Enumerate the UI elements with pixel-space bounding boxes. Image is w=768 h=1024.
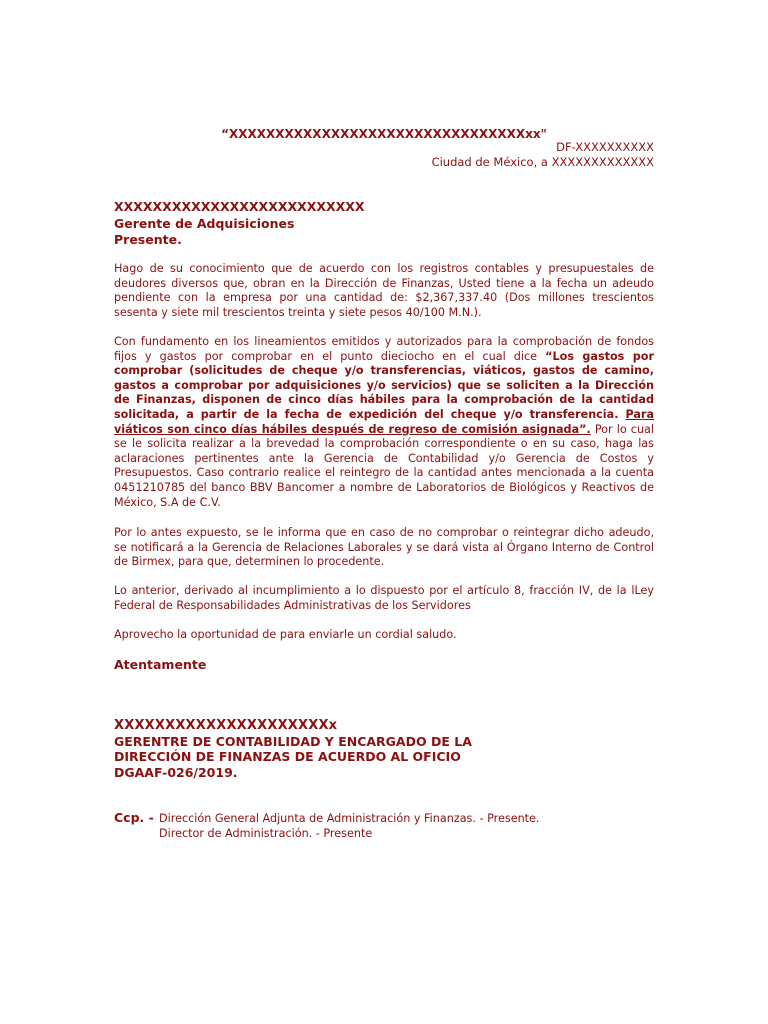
signer-title-line3: DGAAF-026/2019. [114,764,238,780]
paragraph-guidelines [114,335,654,510]
paragraph-farewell: Aprovecho la oportunidad de para enviarle un cordial saludo. [114,628,457,641]
guidelines-quote-underlined: Para viáticos son cinco días hábiles después de regreso de comisión asignada”. [114,407,654,436]
guidelines-intro: Con fundamento en los lineamientos emitidos y autorizados para la comprobación de fondos fijos y gastos por comprobar en el punto dieciocho en el cual dice [114,335,654,363]
letter-subject: “XXXXXXXXXXXXXXXXXXXXXXXXXXXXXXXXxx" [221,127,547,141]
paragraph-legal-basis: Lo anterior, derivado al incumplimiento a lo dispuesto por el artículo 8, fracción IV, de la lLey Federal de Responsabilidades Administrativas de los Servidores [114,584,654,612]
closing-atentamente: Atentamente [114,657,207,672]
signer-title-line1: GERENTRE DE CONTABILIDAD Y ENCARGADO DE LA [114,733,472,749]
signer-block [114,718,654,780]
addressee-block [114,199,654,249]
paragraph-consequences: Por lo antes expuesto, se le informa que en caso de no comprobar o reintegrar dicho adeudo, se notificará a la Gerencia de Relaciones Laborales y se dará vista al Órgano Interno de Control de Birmex, para que, determinen lo procedente. [114,526,654,569]
ccp-recipient-1: Dirección General Adjunta de Administración y Finanzas. - Presente. [159,812,540,825]
place-date: Ciudad de México, a XXXXXXXXXXXXX [431,155,654,169]
greeting: Presente. [114,232,182,247]
signer-title-line2: DIRECCIÓN DE FINANZAS DE ACUERDO AL OFICIO [114,749,461,764]
guidelines-quote: “Los gastos por comprobar (solicitudes de cheque y/o transferencias, viáticos, gastos de camino, gastos a comprobar por adquisiciones y/o servicios) que se soliciten a la Dirección de Finanzas, disponen de cinco días hábiles para la comprobación de la cantidad solicitada, a partir de la fecha de expedición del cheque y/o transferencia. [114,349,654,421]
ccp-recipient-2: Director de Administración. - Presente [159,827,373,840]
letter-reference-block [114,140,654,170]
addressee-title: Gerente de Adquisiciones [114,215,295,231]
guidelines-rest: Por lo cual se le solicita realizar a la brevedad la comprobación correspondiente o en su caso, haga las aclaraciones pertinentes ante la Gerencia de Contabilidad y/o Gerencia de Costos y Presupuestos. Caso contrario realice el reintegro de la cantidad antes mencionada a la cuenta 0451210785 del banco BBV Bancomer a nombre de Laboratorios de Biológicos y Reactivos de México, S.A de C.V. [114,422,654,509]
ccp-block [114,810,654,841]
reference-number: DF-XXXXXXXXXX [556,140,654,154]
paragraph-debt-notice: Hago de su conocimiento que de acuerdo con los registros contables y presupuestales de deudores diversos que, obran en la Dirección de Finanzas, Usted tiene a la fecha un adeudo pendiente con la empresa por una cantidad de: $2,367,337.40 (Dos millones trescientos sesenta y siete mil trescientos treinta y siete pesos 40/100 M.N.). [114,262,654,319]
signer-name: XXXXXXXXXXXXXXXXXXXXXx [114,718,338,733]
ccp-label: Ccp. - [114,810,154,825]
addressee-name: XXXXXXXXXXXXXXXXXXXXXXXXXX [114,199,365,214]
